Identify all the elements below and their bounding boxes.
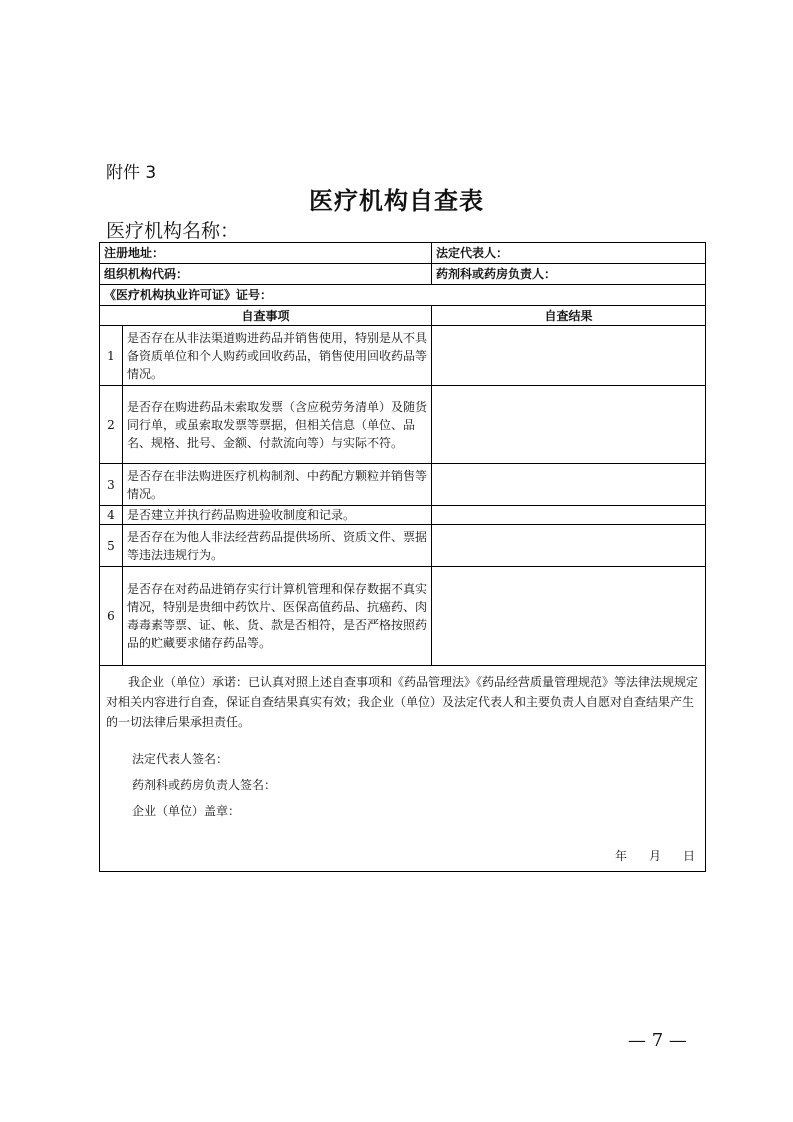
table-row [100, 567, 706, 666]
item-number: 5 [100, 525, 123, 567]
result-column-header: 自查结果 [432, 306, 706, 326]
pharmacy-head-signature[interactable]: 药剂科或药房负责人签名： [132, 778, 277, 792]
result-cell[interactable] [432, 567, 706, 666]
item-text: 是否存在从非法渠道购进药品并销售使用，特别是从不具备资质单位和个人购药或回收药品，销售使用回收药品等情况。 [123, 326, 432, 386]
result-cell[interactable] [432, 506, 706, 525]
item-number: 6 [100, 567, 123, 666]
table-row [100, 326, 706, 386]
item-number: 3 [100, 464, 123, 506]
date-field[interactable] [593, 847, 695, 865]
item-number: 1 [100, 326, 123, 386]
item-number: 4 [100, 506, 123, 525]
item-text: 是否存在非法购进医疗机构制剂、中药配方颗粒并销售等情况。 [123, 464, 432, 506]
result-cell[interactable] [432, 525, 706, 567]
result-cell[interactable] [432, 464, 706, 506]
date-month: 月 [648, 849, 661, 863]
page-title: 医疗机构自查表 [309, 186, 484, 215]
seal-field[interactable]: 企业（单位）盖章： [132, 804, 241, 818]
org-name-label: 医疗机构名称： [106, 220, 240, 242]
table-row [100, 525, 706, 567]
license-number-field[interactable]: 《医疗机构执业许可证》证号： [100, 285, 706, 306]
pharmacy-head-field[interactable]: 药剂科或药房负责人： [432, 264, 706, 285]
page-number: — 7 — [628, 1030, 687, 1051]
self-inspection-form [99, 242, 706, 872]
table-row [100, 386, 706, 464]
item-text: 是否存在为他人非法经营药品提供场所、资质文件、票据等违法违规行为。 [123, 525, 432, 567]
table-row [100, 464, 706, 506]
table-row [100, 506, 706, 525]
item-number: 2 [100, 386, 123, 464]
address-field[interactable]: 注册地址： [100, 243, 432, 264]
signature-block [132, 746, 705, 824]
attachment-label: 附件 3 [106, 163, 157, 183]
item-text: 是否存在对药品进销存实行计算机管理和保存数据不真实情况，特别是贵细中药饮片、医保高值药品、抗癌药、肉毒毒素等票、证、帐、货、款是否相符，是否严格按照药品的贮藏要求储存药品等。 [123, 567, 432, 666]
legal-rep-signature[interactable]: 法定代表人签名： [132, 752, 229, 766]
item-text: 是否建立并执行药品购进验收制度和记录。 [123, 506, 432, 525]
result-cell[interactable] [432, 326, 706, 386]
item-column-header: 自查事项 [100, 306, 432, 326]
commitment-text: 我企业（单位）承诺：已认真对照上述自查事项和《药品管理法》《药品经营质量管理规范》等法律法规规定对相关内容进行自查，保证自查结果真实有效；我企业（单位）及法定代表人和主要负责人自愿对自查结果产生的一切法律后果承担责任。 [106, 675, 699, 729]
commitment-section [100, 666, 706, 872]
date-year: 年 [614, 849, 627, 863]
result-cell[interactable] [432, 386, 706, 464]
item-text: 是否存在购进药品未索取发票（含应税劳务清单）及随货同行单，或虽索取发票等票据，但相关信息（单位、品名、规格、批号、金额、付款流向等）与实际不符。 [123, 386, 432, 464]
org-code-field[interactable]: 组织机构代码： [100, 264, 432, 285]
date-day: 日 [683, 849, 696, 863]
legal-rep-field[interactable]: 法定代表人： [432, 243, 706, 264]
